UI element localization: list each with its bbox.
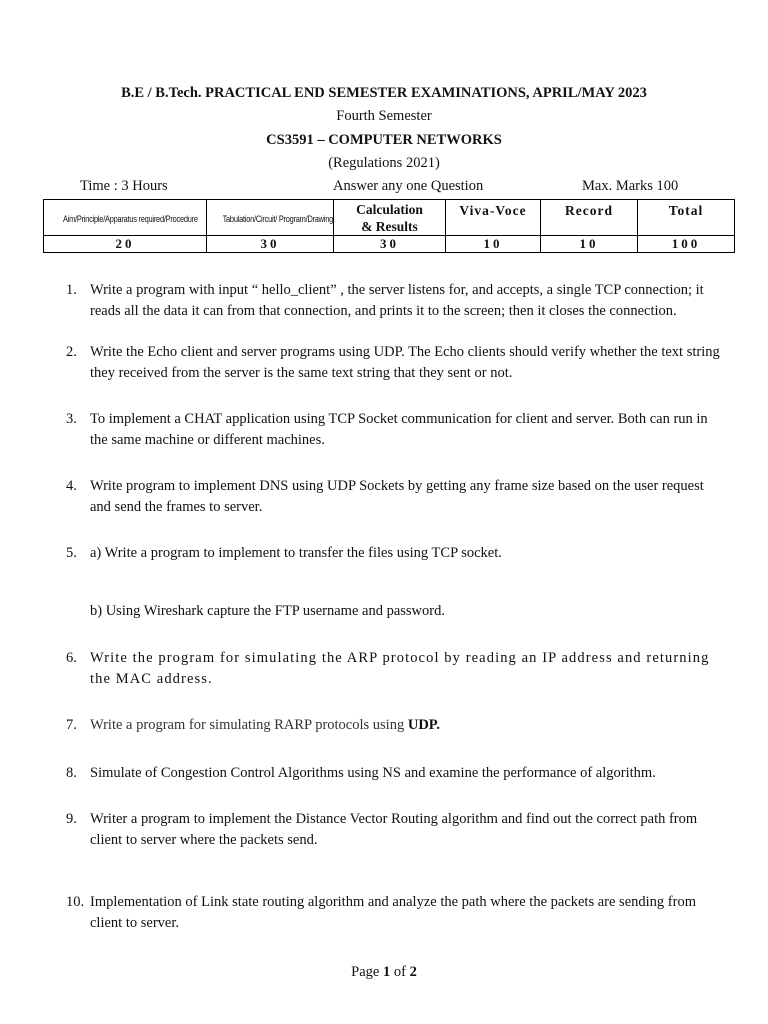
marks-value-cell: 20 xyxy=(44,236,207,253)
marks-value-cell: 30 xyxy=(207,236,334,253)
question-number: 1. xyxy=(66,282,77,298)
marks-header-cell xyxy=(334,200,446,236)
exam-title: B.E / B.Tech. PRACTICAL END SEMESTER EXAMINATIONS, APRIL/MAY 2023 xyxy=(121,85,647,101)
question-item xyxy=(66,892,726,934)
aim-header: Aim/Principle/Apparatus required/Procedure xyxy=(63,213,198,225)
marks-header-cell xyxy=(541,200,638,236)
calculation-header-line1: Calculation xyxy=(356,201,423,217)
question-text: To implement a CHAT application using TCP Socket communication for client and server. Both can run in the same machine or different machines. xyxy=(90,411,708,448)
question-number: 9. xyxy=(66,811,77,827)
question-text: Write a program with input “ hello_client” , the server listens for, and accepts, a single TCP connection; it reads all the data it can from that connection, and prints it to the screen; then it closes the connection. xyxy=(90,282,704,319)
page-word: Page xyxy=(351,964,380,980)
marks-header-cell xyxy=(638,200,735,236)
question-text: Write the program for simulating the ARP protocol by reading an IP address and returning the MAC address. xyxy=(90,650,710,687)
marks-header-cell xyxy=(44,200,207,236)
question-number: 4. xyxy=(66,478,77,494)
question-item xyxy=(66,648,726,690)
of-word: of xyxy=(393,964,406,980)
question-item xyxy=(66,543,726,564)
question-subpart xyxy=(66,601,726,622)
course-title: CS3591 – COMPUTER NETWORKS xyxy=(266,132,502,148)
marks-table xyxy=(43,199,735,253)
max-marks-label: Max. Marks 100 xyxy=(582,178,679,194)
question-number: 6. xyxy=(66,650,77,666)
regulations-label: (Regulations 2021) xyxy=(328,155,440,171)
question-number: 8. xyxy=(66,765,77,781)
question-text: Write the Echo client and server programs using UDP. The Echo clients should verify whether the text string they received from the server is the same text string that they sent or not. xyxy=(90,344,720,381)
question-item xyxy=(66,409,726,451)
question-text: Simulate of Congestion Control Algorithms using NS and examine the performance of algorithm. xyxy=(90,765,656,781)
question-number: 7. xyxy=(66,717,77,733)
semester-label: Fourth Semester xyxy=(336,108,432,124)
instruction-label: Answer any one Question xyxy=(333,178,484,194)
marks-value-cell: 100 xyxy=(638,236,735,253)
question-number: 2. xyxy=(66,344,77,360)
viva-voce-header: Viva-Voce xyxy=(459,203,527,218)
question-subpart-text: b) Using Wireshark capture the FTP username and password. xyxy=(90,603,445,619)
calculation-header-line2: & Results xyxy=(361,218,418,234)
marks-table-header-row xyxy=(44,200,735,236)
question-emphasis: UDP. xyxy=(407,717,440,733)
record-header: Record xyxy=(565,203,613,218)
question-item xyxy=(66,342,726,384)
marks-header-cell xyxy=(207,200,334,236)
total-header: Total xyxy=(668,203,704,218)
question-item xyxy=(66,763,726,784)
question-item xyxy=(66,715,726,736)
marks-value-cell: 10 xyxy=(541,236,638,253)
question-text: Write program to implement DNS using UDP Sockets by getting any frame size based on the user request and send the frames to server. xyxy=(90,478,704,515)
page-footer xyxy=(0,964,768,981)
question-text: a) Write a program to implement to transfer the files using TCP socket. xyxy=(90,545,502,561)
marks-table-values-row xyxy=(44,236,735,253)
question-number: 5. xyxy=(66,545,77,561)
marks-value-cell: 30 xyxy=(334,236,446,253)
question-text: Implementation of Link state routing algorithm and analyze the path where the packets are sending from client to server. xyxy=(90,894,696,931)
question-number: 10. xyxy=(66,894,85,910)
question-item xyxy=(66,476,726,518)
tabulation-header: Tabulation/Circuit/ Program/Drawing xyxy=(222,213,333,225)
question-item xyxy=(66,280,726,322)
marks-header-cell xyxy=(446,200,541,236)
question-text: Writer a program to implement the Distance Vector Routing algorithm and find out the correct path from client to server where the packets send. xyxy=(90,811,698,848)
exam-meta-row xyxy=(0,178,768,196)
time-label: Time : 3 Hours xyxy=(80,178,168,194)
question-item xyxy=(66,809,726,851)
page-total: 2 xyxy=(409,964,417,980)
question-number: 3. xyxy=(66,411,77,427)
question-text: Write a program for simulating RARP protocols using xyxy=(90,717,408,733)
question-text-wrap xyxy=(90,715,726,736)
page-number: 1 xyxy=(382,964,391,980)
marks-value-cell: 10 xyxy=(446,236,541,253)
